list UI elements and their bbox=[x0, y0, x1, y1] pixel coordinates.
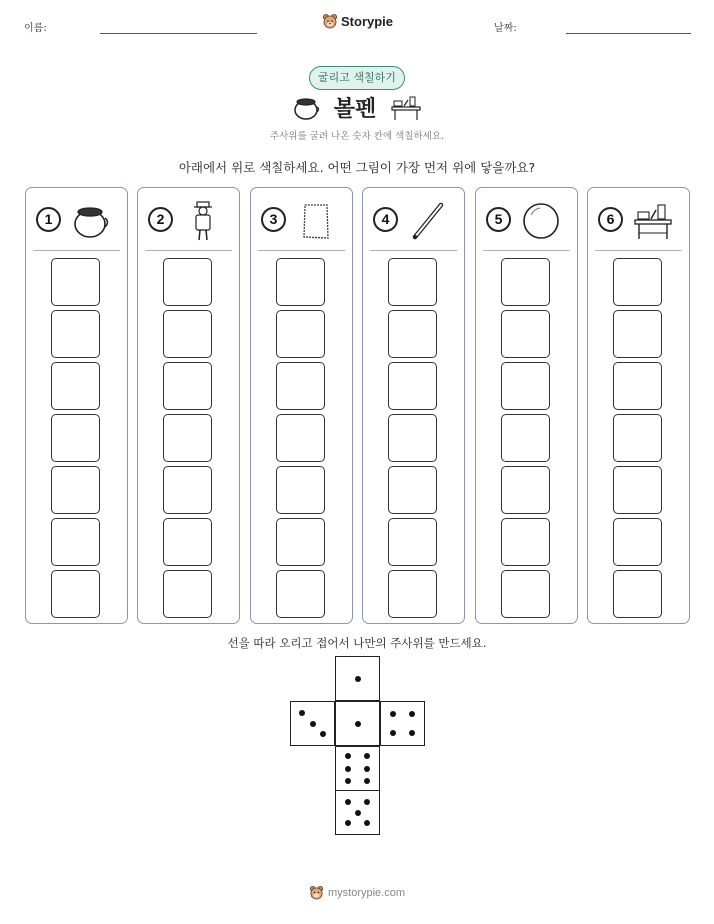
color-box[interactable] bbox=[501, 466, 550, 514]
color-box[interactable] bbox=[163, 518, 212, 566]
color-box[interactable] bbox=[388, 570, 437, 618]
dice-face bbox=[335, 746, 380, 791]
date-label: 날짜: bbox=[494, 23, 517, 34]
dice-face bbox=[335, 790, 380, 835]
pen-icon bbox=[407, 200, 449, 242]
color-box[interactable] bbox=[501, 310, 550, 358]
dice-face bbox=[335, 656, 380, 701]
workbench-icon bbox=[390, 95, 422, 121]
column-number: 5 bbox=[486, 207, 511, 232]
dice-pip bbox=[345, 753, 351, 759]
dice-pip bbox=[320, 731, 326, 737]
color-box[interactable] bbox=[276, 518, 325, 566]
color-box[interactable] bbox=[613, 362, 662, 410]
column-divider bbox=[258, 250, 345, 251]
dice-pip bbox=[345, 778, 351, 784]
column-number: 6 bbox=[598, 207, 623, 232]
color-box[interactable] bbox=[163, 362, 212, 410]
dice-pip bbox=[364, 766, 370, 772]
color-box[interactable] bbox=[163, 570, 212, 618]
race-column-2 bbox=[137, 187, 240, 624]
color-box[interactable] bbox=[501, 258, 550, 306]
brand-name: Storypie bbox=[341, 13, 394, 29]
paper-icon bbox=[295, 200, 337, 242]
activity-badge: 굴리고 색칠하기 bbox=[309, 66, 405, 90]
column-number: 4 bbox=[373, 207, 398, 232]
color-box[interactable] bbox=[51, 570, 100, 618]
column-divider bbox=[33, 250, 120, 251]
race-column-1 bbox=[25, 187, 128, 624]
color-box[interactable] bbox=[388, 258, 437, 306]
color-box[interactable] bbox=[276, 570, 325, 618]
color-box[interactable] bbox=[276, 310, 325, 358]
race-column-5 bbox=[475, 187, 578, 624]
dice-pip bbox=[364, 799, 370, 805]
color-box[interactable] bbox=[163, 414, 212, 462]
color-box[interactable] bbox=[501, 362, 550, 410]
color-box[interactable] bbox=[501, 518, 550, 566]
title-row bbox=[0, 92, 714, 123]
footer bbox=[0, 885, 714, 900]
color-box[interactable] bbox=[613, 414, 662, 462]
page-title: 볼펜 bbox=[333, 97, 377, 122]
column-header bbox=[363, 188, 464, 250]
column-divider bbox=[595, 250, 682, 251]
man-icon bbox=[182, 200, 224, 242]
color-box[interactable] bbox=[163, 258, 212, 306]
color-box[interactable] bbox=[51, 414, 100, 462]
color-box[interactable] bbox=[51, 362, 100, 410]
color-box[interactable] bbox=[51, 518, 100, 566]
date-line bbox=[566, 33, 691, 34]
column-number: 3 bbox=[261, 207, 286, 232]
color-box[interactable] bbox=[51, 310, 100, 358]
name-line bbox=[100, 33, 257, 34]
bear-logo-icon bbox=[322, 13, 338, 29]
instruction-text: 아래에서 위로 색칠하세요. 어떤 그림이 가장 먼저 위에 닿을까요? bbox=[178, 160, 536, 175]
dice-pip bbox=[355, 721, 361, 727]
dice-pip bbox=[390, 711, 396, 717]
color-box[interactable] bbox=[163, 466, 212, 514]
dice-pip bbox=[409, 730, 415, 736]
color-box[interactable] bbox=[613, 258, 662, 306]
column-number: 1 bbox=[36, 207, 61, 232]
pot-icon bbox=[70, 200, 112, 242]
dice-instruction: 선을 따라 오리고 접어서 나만의 주사위를 만드세요. bbox=[227, 636, 487, 650]
color-box[interactable] bbox=[388, 362, 437, 410]
color-box[interactable] bbox=[276, 362, 325, 410]
dice-face bbox=[380, 701, 425, 746]
dice-pip bbox=[364, 753, 370, 759]
dice-pip bbox=[409, 711, 415, 717]
column-divider bbox=[145, 250, 232, 251]
dice-pip bbox=[364, 778, 370, 784]
color-box[interactable] bbox=[613, 466, 662, 514]
dice-pip bbox=[355, 676, 361, 682]
color-box[interactable] bbox=[388, 466, 437, 514]
column-header bbox=[476, 188, 577, 250]
dice-pip bbox=[345, 799, 351, 805]
column-header bbox=[588, 188, 689, 250]
dice-pip bbox=[345, 766, 351, 772]
color-box[interactable] bbox=[613, 518, 662, 566]
bear-logo-icon bbox=[309, 885, 324, 900]
dice-pip bbox=[390, 730, 396, 736]
color-box[interactable] bbox=[501, 570, 550, 618]
color-box[interactable] bbox=[613, 310, 662, 358]
pot-icon bbox=[292, 95, 320, 121]
dice-pip bbox=[364, 820, 370, 826]
footer-site: mystorypie.com bbox=[327, 886, 406, 899]
race-column-4 bbox=[362, 187, 465, 624]
dice-pip bbox=[310, 721, 316, 727]
name-label: 이름: bbox=[24, 23, 47, 34]
column-number: 2 bbox=[148, 207, 173, 232]
color-box[interactable] bbox=[276, 466, 325, 514]
subtitle: 주사위를 굴려 나온 숫자 칸에 색칠하세요. bbox=[269, 131, 445, 142]
color-box[interactable] bbox=[501, 414, 550, 462]
race-column-6 bbox=[587, 187, 690, 624]
color-box[interactable] bbox=[388, 414, 437, 462]
dice-pip bbox=[299, 710, 305, 716]
color-box[interactable] bbox=[613, 570, 662, 618]
color-box[interactable] bbox=[51, 258, 100, 306]
color-box[interactable] bbox=[163, 310, 212, 358]
column-divider bbox=[370, 250, 457, 251]
color-box[interactable] bbox=[388, 310, 437, 358]
brand-logo bbox=[322, 13, 393, 29]
color-box[interactable] bbox=[276, 258, 325, 306]
column-divider bbox=[483, 250, 570, 251]
color-box[interactable] bbox=[51, 466, 100, 514]
column-header bbox=[251, 188, 352, 250]
dice-pip bbox=[355, 810, 361, 816]
column-header bbox=[138, 188, 239, 250]
column-header bbox=[26, 188, 127, 250]
color-box[interactable] bbox=[276, 414, 325, 462]
color-box[interactable] bbox=[388, 518, 437, 566]
dice-face bbox=[290, 701, 335, 746]
dice-face bbox=[335, 701, 380, 746]
dice-pip bbox=[345, 820, 351, 826]
bubble-icon bbox=[520, 200, 562, 242]
race-column-3 bbox=[250, 187, 353, 624]
workbench-icon bbox=[632, 200, 674, 242]
